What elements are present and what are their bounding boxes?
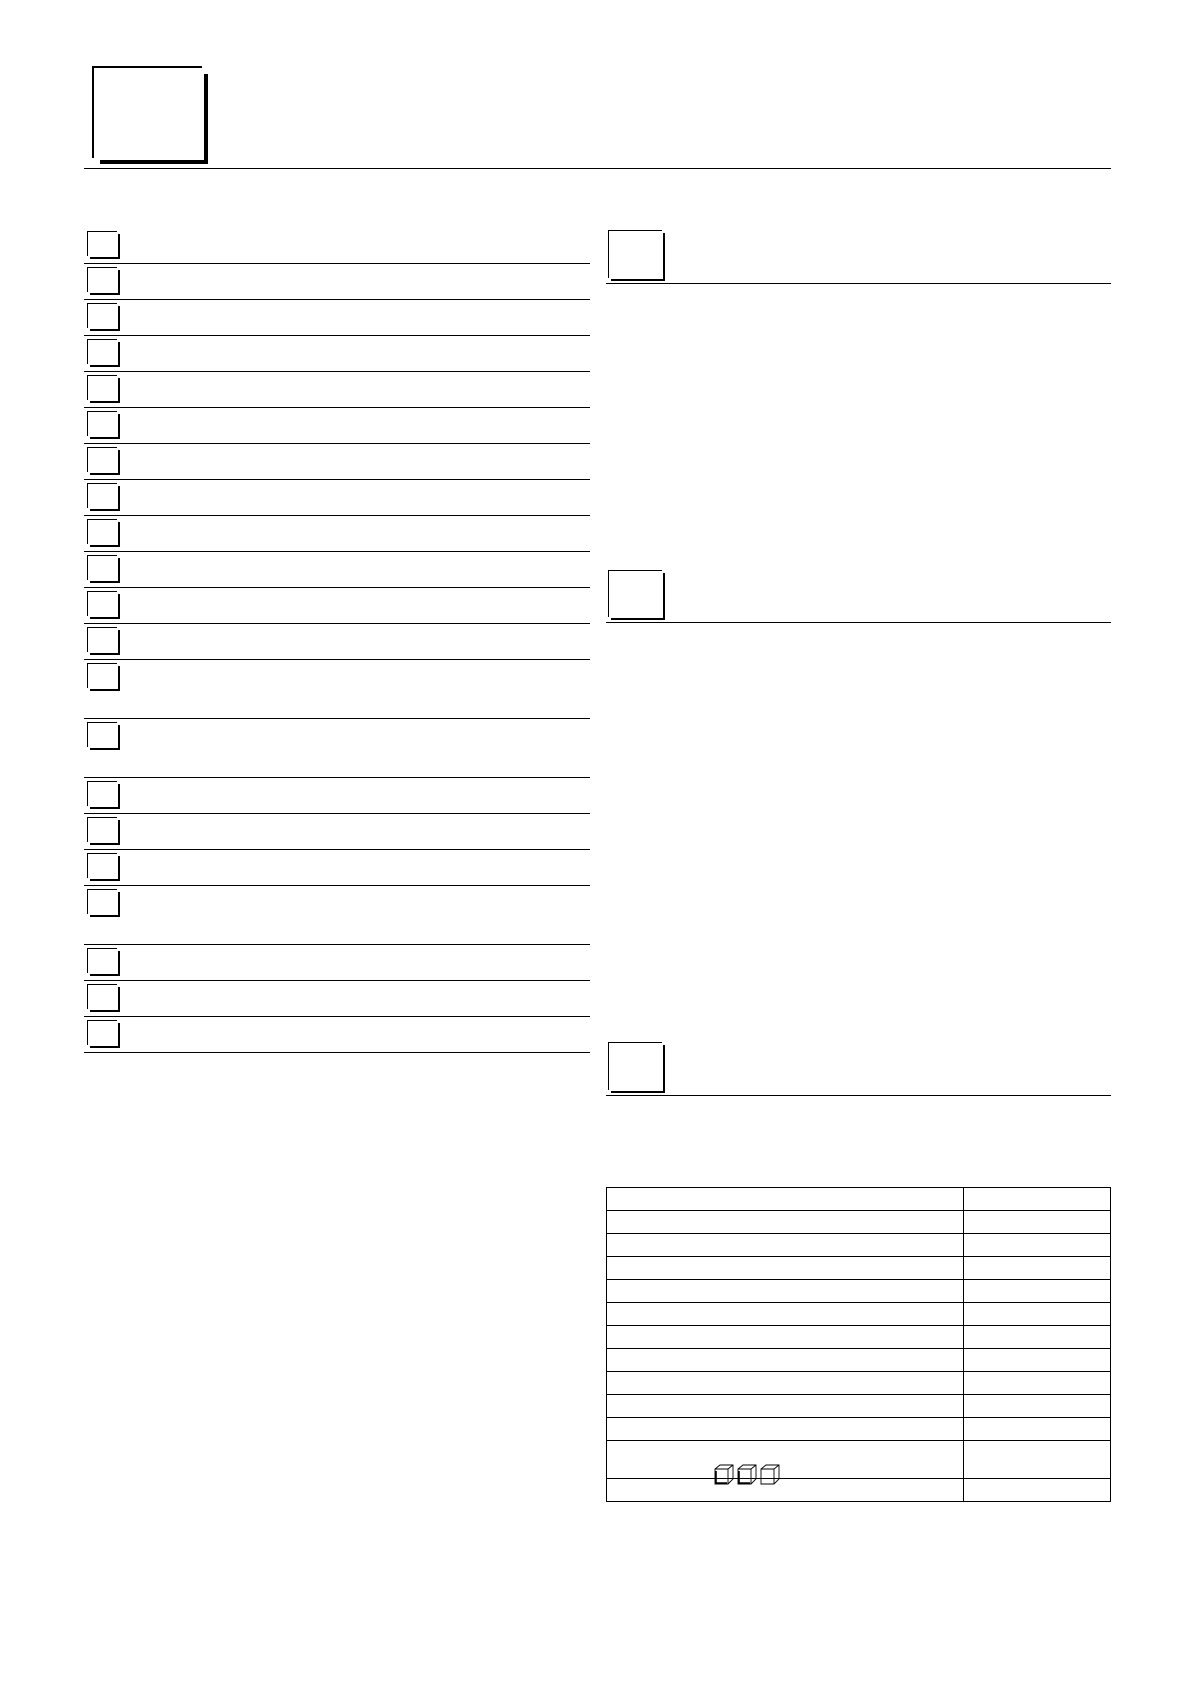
list-bracket-icon (87, 267, 120, 295)
three-cubes-icon (714, 1463, 782, 1487)
list-item (84, 886, 590, 945)
list-item (84, 480, 590, 516)
section-bracket-icon (608, 570, 665, 620)
list-item (84, 336, 590, 372)
table-cell (607, 1479, 964, 1502)
table-cell (607, 1234, 964, 1257)
table-cell (964, 1303, 1111, 1326)
list-item (84, 552, 590, 588)
table-cell (607, 1372, 964, 1395)
table-cell (607, 1326, 964, 1349)
list-bracket-icon (87, 375, 120, 403)
list-bracket-icon (87, 627, 120, 655)
table-row (607, 1418, 1111, 1441)
table-cell (964, 1234, 1111, 1257)
list-bracket-icon (87, 519, 120, 547)
list-bracket-icon (87, 948, 120, 976)
list-item (84, 300, 590, 336)
table-row (607, 1303, 1111, 1326)
table-row (607, 1326, 1111, 1349)
list-item (84, 778, 590, 814)
list-bracket-icon (87, 339, 120, 367)
section-rule (606, 1095, 1111, 1096)
list-item (84, 588, 590, 624)
list-bracket-icon (87, 817, 120, 845)
list-item (84, 660, 590, 719)
list-bracket-icon (87, 781, 120, 809)
table-row (607, 1188, 1111, 1211)
header-rule (84, 168, 1111, 169)
list-item (84, 408, 590, 444)
list-item (84, 719, 590, 778)
table-cell (607, 1280, 964, 1303)
table-cell (964, 1418, 1111, 1441)
list-bracket-icon (87, 853, 120, 881)
corner-bracket-icon (92, 66, 208, 164)
list-item (84, 981, 590, 1017)
list-item (84, 814, 590, 850)
list-item (84, 1017, 590, 1053)
table-row (607, 1211, 1111, 1234)
list-bracket-icon (87, 722, 120, 750)
table-cell (964, 1395, 1111, 1418)
table-cell (964, 1280, 1111, 1303)
table-cell (607, 1418, 964, 1441)
table-row (607, 1257, 1111, 1280)
table-row (607, 1280, 1111, 1303)
list-item (84, 228, 590, 264)
list-item (84, 945, 590, 981)
table-cell (964, 1441, 1111, 1479)
section-bracket-icon (608, 1042, 665, 1093)
table-cell (964, 1188, 1111, 1211)
table-cell (964, 1211, 1111, 1234)
list-item (84, 624, 590, 660)
table-cell (607, 1211, 964, 1234)
list-bracket-icon (87, 1020, 120, 1048)
list-item (84, 516, 590, 552)
list-bracket-icon (87, 663, 120, 691)
list-item (84, 850, 590, 886)
table-cell (607, 1349, 964, 1372)
section-bracket-icon (608, 230, 665, 281)
list-bracket-icon (87, 231, 120, 259)
list-bracket-icon (87, 411, 120, 439)
table-cell (607, 1395, 964, 1418)
table-cell (964, 1479, 1111, 1502)
table-cell (607, 1303, 964, 1326)
table-cell (607, 1441, 964, 1479)
list-bracket-icon (87, 447, 120, 475)
list-item (84, 444, 590, 480)
list-bracket-icon (87, 303, 120, 331)
table-cell (964, 1326, 1111, 1349)
table-row (607, 1349, 1111, 1372)
table-cell (607, 1257, 964, 1280)
section-rule (606, 622, 1111, 623)
table-cell (607, 1188, 964, 1211)
section-rule (606, 283, 1111, 284)
table-cell (964, 1349, 1111, 1372)
table-cell (964, 1372, 1111, 1395)
list-item (84, 372, 590, 408)
table-row (607, 1395, 1111, 1418)
list-item (84, 264, 590, 300)
list-bracket-icon (87, 483, 120, 511)
list-bracket-icon (87, 889, 120, 917)
table-row (607, 1479, 1111, 1502)
table-row (607, 1441, 1111, 1479)
table-row (607, 1234, 1111, 1257)
data-table (606, 1187, 1111, 1502)
list-bracket-icon (87, 555, 120, 583)
list-bracket-icon (87, 591, 120, 619)
table-row (607, 1372, 1111, 1395)
table-cell (964, 1257, 1111, 1280)
list-bracket-icon (87, 984, 120, 1012)
